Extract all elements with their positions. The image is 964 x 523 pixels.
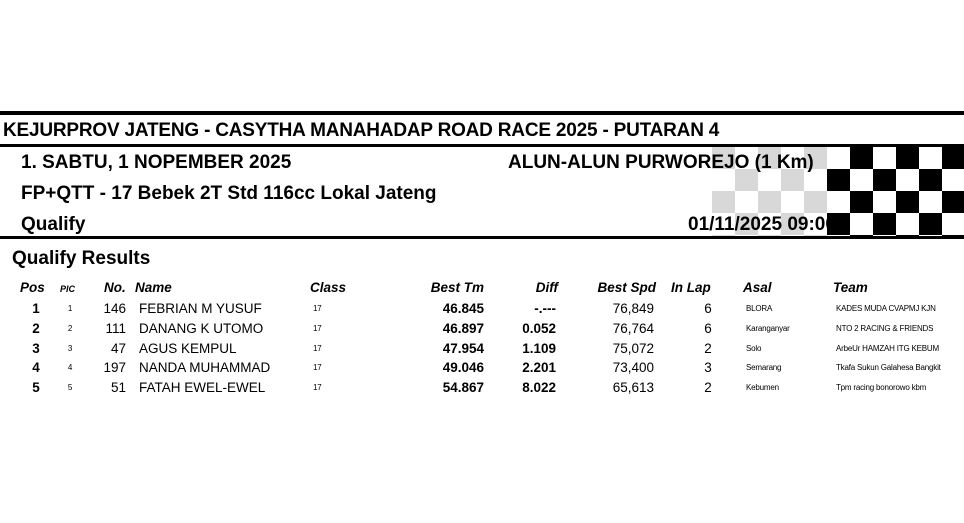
cell-class: 17 [313,383,322,393]
cell-class: 17 [313,304,322,313]
cell-diff: 8.022 [522,380,556,396]
cell-name: FATAH EWEL-EWEL [139,380,266,396]
flag-square [896,191,919,213]
col-header-class: Class [310,280,347,295]
cell-pic: 2 [67,323,73,333]
cell-pos: 2 [32,320,40,336]
header-top-rule [0,111,964,115]
flag-square [942,191,964,213]
cell-diff: 0.052 [522,320,556,336]
cell-in-lap: 6 [704,301,712,316]
cell-name: DANANG K UTOMO [139,320,264,336]
cell-in-lap: 2 [704,380,712,396]
section-title: Qualify Results [12,248,151,269]
cell-best-spd: 76,764 [612,320,654,336]
cell-pos: 5 [32,380,40,396]
col-header-asal: Asal [743,280,772,295]
cell-team: Tkafa Sukun Galahesa Bangkit [836,363,941,373]
cell-team: Tpm racing bonorowo kbm [836,383,927,393]
cell-best-tm: 46.897 [442,320,484,336]
flag-square [758,191,781,213]
cell-asal: Solo [746,343,762,353]
cell-pic: 3 [67,343,73,353]
venue: ALUN-ALUN PURWOREJO (1 Km) [508,152,814,173]
cell-class: 17 [313,343,322,353]
cell-in-lap: 3 [704,360,712,376]
cell-no: 47 [110,340,126,356]
session-type: Qualify [21,214,86,235]
cell-asal: Kebumen [746,383,779,393]
cell-asal: BLORA [746,304,773,313]
cell-best-spd: 65,613 [612,380,654,396]
cell-best-tm: 46.845 [442,301,484,316]
cell-best-tm: 54.867 [442,380,484,396]
cell-asal: Semarang [746,363,782,373]
col-header-in-lap: In Lap [671,280,711,295]
cell-name: FEBRIAN M YUSUF [139,301,262,316]
cell-team: NTO 2 RACING & FRIENDS [836,323,934,333]
cell-best-tm: 49.046 [442,360,484,376]
cell-pic: 4 [67,363,73,373]
flag-square [850,147,873,169]
flag-square [850,191,873,213]
cell-pic: 5 [67,383,73,393]
cell-team: ArbeUr HAMZAH ITG KEBUM [836,343,939,353]
header-bottom-rule [0,236,964,239]
col-header-no: No. [104,280,126,295]
flag-square [919,213,942,235]
cell-name: NANDA MUHAMMAD [139,360,271,376]
flag-square [942,147,964,169]
cell-class: 17 [313,323,322,333]
cell-diff: -.--- [534,301,556,316]
cell-no: 197 [103,360,126,376]
flag-square [873,213,896,235]
cell-best-spd: 76,849 [612,301,654,316]
cell-name: AGUS KEMPUL [139,340,237,356]
session-datetime: 01/11/2025 09:00 [688,214,836,235]
cell-pos: 1 [32,301,40,316]
col-header-diff: Diff [535,280,558,295]
flag-square [804,191,827,213]
col-header-team: Team [833,280,868,295]
flag-square [896,147,919,169]
col-header-pic: PIC [60,284,76,294]
cell-asal: Karanganyar [746,323,790,333]
cell-best-spd: 75,072 [612,340,654,356]
cell-pic: 1 [67,304,73,313]
cell-in-lap: 6 [704,320,712,336]
cell-best-tm: 47.954 [442,340,484,356]
cell-pos: 3 [32,340,40,356]
flag-square [873,169,896,191]
cell-diff: 1.109 [522,340,556,356]
col-header-best-tm: Best Tm [430,280,484,295]
day-line: 1. SABTU, 1 NOPEMBER 2025 [21,152,292,173]
cell-in-lap: 2 [704,340,712,356]
flag-square [919,169,942,191]
event-title: KEJURPROV JATENG - CASYTHA MANAHADAP ROAD RACE 2025 - PUTARAN 4 [3,120,720,141]
cell-no: 146 [103,301,126,316]
cell-diff: 2.201 [522,360,556,376]
cell-class: 17 [313,363,322,373]
session-class: FP+QTT - 17 Bebek 2T Std 116cc Lokal Jateng [21,183,437,204]
flag-square [712,191,735,213]
cell-best-spd: 73,400 [612,360,654,376]
col-header-pos: Pos [20,280,45,295]
cell-team: KADES MUDA CVAPMJ KJN [836,304,936,313]
cell-pos: 4 [32,360,40,376]
col-header-best-spd: Best Spd [597,280,656,295]
flag-square [827,169,850,191]
cell-no: 111 [105,320,126,336]
cell-no: 51 [110,380,126,396]
col-header-name: Name [135,280,172,295]
